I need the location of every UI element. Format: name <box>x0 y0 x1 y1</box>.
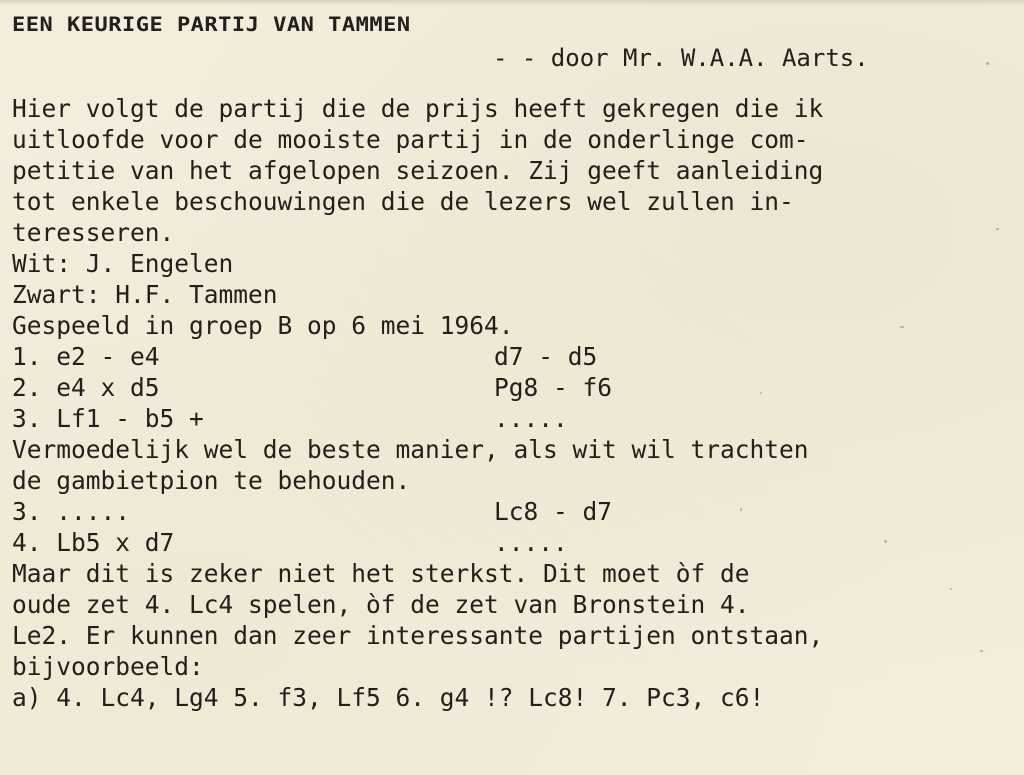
comment-line: Maar dit is zeker niet het sterkst. Dit moet òf de <box>12 559 750 588</box>
white-move: 3. Lf1 - b5 + <box>12 404 204 433</box>
comment-line: Vermoedelijk wel de beste manier, als wit wil trachten <box>12 435 809 464</box>
intro-line: tot enkele beschouwingen die de lezers wel zullen in- <box>12 187 794 216</box>
black-move: Pg8 - f6 <box>494 373 613 402</box>
paper-speck <box>950 588 952 590</box>
article-author: - - door Mr. W.A.A. Aarts. <box>493 44 869 72</box>
black-move: Lc8 - d7 <box>494 497 613 526</box>
black-player: Zwart: H.F. Tammen <box>12 280 278 309</box>
top-edge <box>0 0 1024 6</box>
move-row <box>12 496 1012 527</box>
white-move: 1. e2 - e4 <box>12 342 160 371</box>
intro-line: Hier volgt de partij die de prijs heeft gekregen die ik <box>12 94 824 123</box>
article-title: EEN KEURIGE PARTIJ VAN TAMMEN <box>12 14 411 37</box>
move-row <box>12 403 1012 434</box>
black-move: ..... <box>494 404 568 433</box>
white-move: 2. e4 x d5 <box>12 373 160 402</box>
white-move: 4. Lb5 x d7 <box>12 528 175 557</box>
intro-line: teresseren. <box>12 218 175 247</box>
black-move: ..... <box>494 528 568 557</box>
paper-speck <box>760 392 762 394</box>
paper-speck <box>996 228 999 230</box>
article-body <box>12 93 1012 713</box>
played-info: Gespeeld in groep B op 6 mei 1964. <box>12 311 514 340</box>
paper-speck <box>980 650 983 652</box>
paper-speck <box>900 326 904 328</box>
white-player: Wit: J. Engelen <box>12 249 234 278</box>
black-move: d7 - d5 <box>494 342 598 371</box>
move-row <box>12 341 1012 372</box>
comment-line: bijvoorbeeld: <box>12 652 204 681</box>
move-row <box>12 372 1012 403</box>
paper-speck <box>884 540 887 543</box>
white-move: 3. ..... <box>12 497 131 526</box>
paper-speck <box>740 508 742 511</box>
paper-speck <box>986 62 989 65</box>
comment-line: Le2. Er kunnen dan zeer interessante partijen ontstaan, <box>12 621 824 650</box>
intro-line: petitie van het afgelopen seizoen. Zij geeft aanleiding <box>12 156 824 185</box>
comment-line: a) 4. Lc4, Lg4 5. f3, Lf5 6. g4 !? Lc8! 7. Pc3, c6! <box>12 683 765 712</box>
intro-line: uitloofde voor de mooiste partij in de onderlinge com- <box>12 125 809 154</box>
comment-line: oude zet 4. Lc4 spelen, òf de zet van Bronstein 4. <box>12 590 750 619</box>
move-row <box>12 527 1012 558</box>
comment-line: de gambietpion te behouden. <box>12 466 411 495</box>
